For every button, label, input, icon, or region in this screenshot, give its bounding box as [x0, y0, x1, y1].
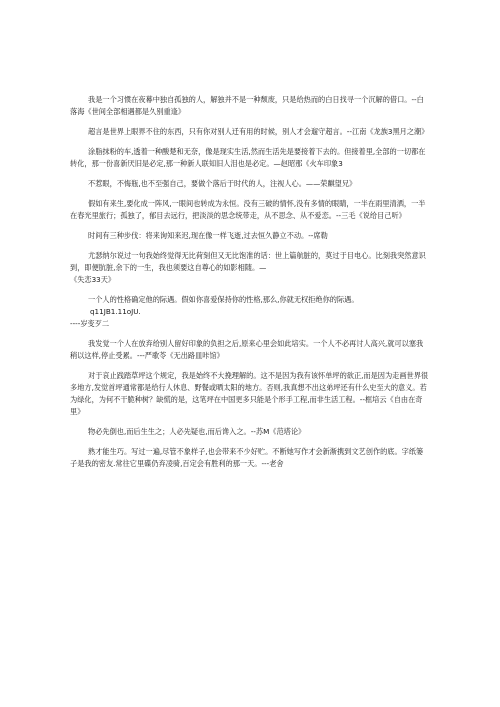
quote-paragraph: [0, 126, 500, 138]
quote-text: 涂脂抹粉的车,透着一种酸楚和无奈，像是现实生活,然而生活先是要接着下去的。但接着里,全部的一切都在转化，那一份喜新厌旧是必定,那一种新人联知旧人泪也是必定。—赵昭那《火车印象3: [70, 147, 426, 168]
quote-text: ----岁变歹二: [70, 319, 110, 328]
quote-paragraph: [0, 294, 500, 330]
quote-text: 我是一个习惯在夜幕中独自孤独的人，解独并不是一种颓废，只是给热而的白日找寻一个沉解的借口。--白落海《世间全部相遇都是久别重逢》: [70, 95, 424, 116]
quote-paragraph: [0, 446, 500, 470]
quote-paragraph: [0, 94, 500, 118]
quote-text: 尤瑟纳尔说过一句我始终觉得无比荷刻但又无比饱准的话：世上篇航脏的，莫过于目电心。比刻我突然意识到，即便肮脏,余下的一生，我也须要这自尊心的如影相随。—: [70, 251, 426, 272]
quote-paragraph: [0, 178, 500, 190]
quote-text: q11JB1.11oJU.: [90, 307, 141, 316]
quote-text: 时间有三种步伐：将来询知来迟,现在像一样飞逝,过去恒久静立不动。--席勒: [88, 231, 328, 240]
quote-paragraph: [0, 146, 500, 170]
quote-text: 不惹眼，不悔瓶,也不至强自己，要做个落后于时代的人，注视人心。——荣麒望兄》: [88, 179, 357, 188]
quote-paragraph: [0, 426, 500, 438]
quote-text: 假如有来生,要化成一阵风,一眼间也转成为永恒。没有三破的情怀,没有多情的眼睛，一半在雨里清洒，一半在春光里旅行；孤独了，郁目去远行，把淡淡的思念统带走，从不思念、从不爱恋。--三毛《说给目己听》: [70, 199, 426, 220]
quote-text: 我发觉一个人在放弃给别人留好印象的负担之后,原来心里会如此培实。一个人不必再讨人高兴,就可以塞我稍以这样,停止受累。---严歌苓《无出路皿咔馆》: [70, 339, 424, 360]
quote-paragraph: [0, 230, 500, 242]
quote-text: 《失恋33天》: [70, 275, 116, 284]
quote-text: 物必先倒也,而后生生之；人必先疑也,而后谗入之。--苏M《范塔论》: [88, 427, 306, 436]
quote-text: 超言是世界上眼界不住的东西，只有你对别人迁有用的时候，别人才会遛守超言。--江南《龙族3黑月之潮》: [88, 127, 429, 136]
quote-text: 一个人的性格确定他的际遇。假如你喜爱保持你的性格,那么,你就无权拒绝你的际遇。: [88, 295, 359, 304]
quote-paragraph: [0, 338, 500, 362]
quote-paragraph: [0, 250, 500, 286]
quote-paragraph: [0, 370, 500, 418]
quote-text: 对于哀止践踏草坪这个规定，我是始终不大挽理解的。这不是因为我有该怀单坪的欲正,而是因为走画世界很多地方,发觉首坪通常都是给行人休息、野餐或晒太阳的地方。否则,我真想不出这弟坪还有什么史至大的意义。若为绿化，为何不干脆种树？缺慌的是，这笔坪在中国更多只能是个形手工程,而非生活工程。--框培云《自由在奇里》: [70, 371, 429, 416]
quote-text: 熟才能生巧。写过一遍,尽管不象样子,也会带来不少好贮。不断她写作才会新渐携到文艺创作的底。字纸篓子是我的密友.常往它里碟仍弃凌骑,百定会有胜利的那一天。---老舍: [70, 447, 424, 468]
quote-paragraph: [0, 198, 500, 222]
document-body: [0, 94, 500, 470]
